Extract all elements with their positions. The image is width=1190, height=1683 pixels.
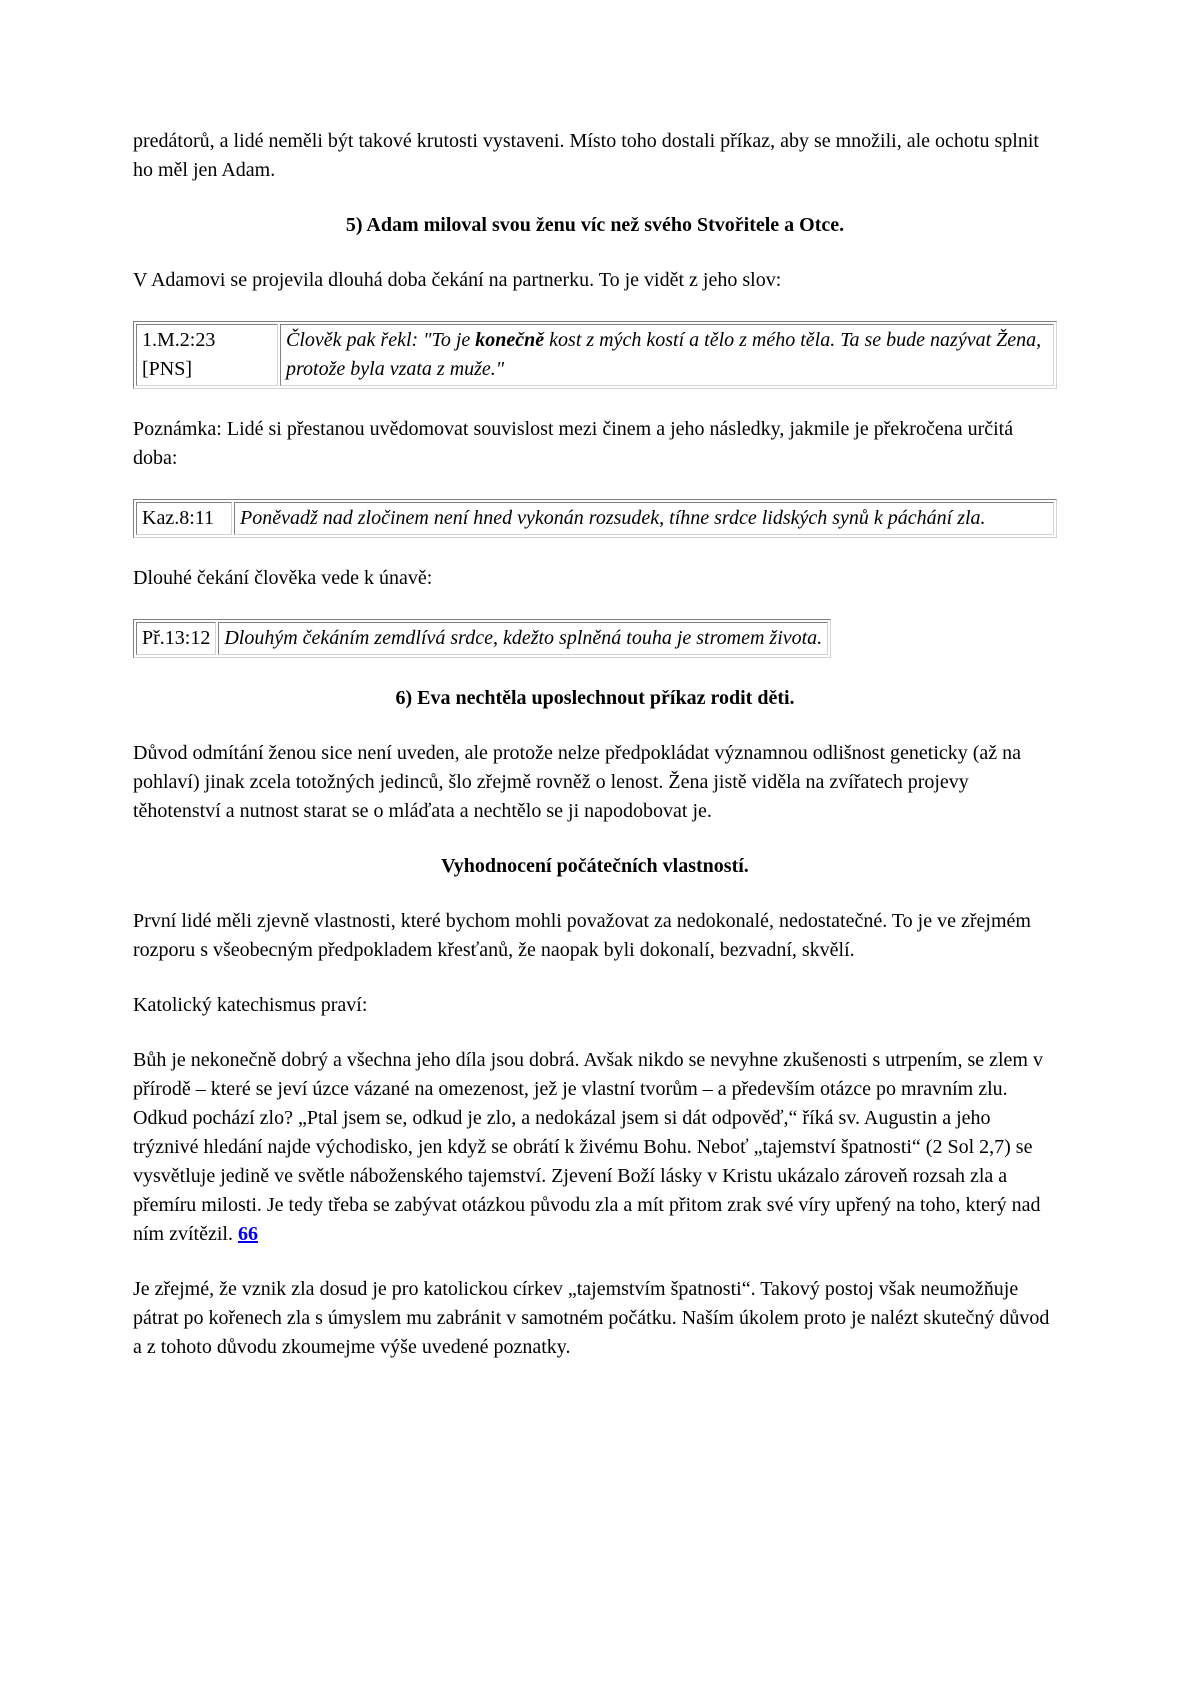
paragraph-adam-waiting: V Adamovi se projevila dlouhá doba čekání na partnerku. To je vidět z jeho slov: (133, 269, 782, 291)
paragraph-first-people: První lidé měli zjevně vlastnosti, které bychom mohli považovat za nedokonalé, nedostatečné. To je ve zřejmém rozporu s všeobecným předpokladem křesťanů, že naopak byli dokonalí, bezvadní, skvělí. (133, 910, 1031, 961)
scripture-ref-cell: Př.13:12 (136, 622, 216, 655)
heading-5-adam-loved-wife: 5) Adam miloval svou ženu víc než svého Stvořitele a Otce. (345, 214, 845, 236)
verse-text-post: kost z mých kostí a tělo z mého těla. Ta se bude nazývat Žena, protože byla vzata z muže." (286, 329, 1042, 380)
scripture-table-kazatel (133, 499, 1057, 538)
scripture-ref-cell: Kaz.8:11 (136, 502, 232, 535)
table-row (136, 324, 1054, 386)
table-row (136, 502, 1054, 535)
verse-text-pre: Člověk pak řekl: "To je (286, 329, 476, 351)
scripture-ref-line2: [PNS] (142, 358, 193, 380)
paragraph-catechism-quote (133, 1046, 1057, 1249)
footnote-link-66[interactable]: 66 (237, 1223, 258, 1245)
scripture-text-cell (280, 324, 1054, 386)
catechism-quote-text: Bůh je nekonečně dobrý a všechna jeho díla jsou dobrá. Avšak nikdo se nevyhne zkušenosti s utrpením, se zlem v přírodě – které se jeví úzce vázané na omezenost, jež je vlastní tvorům – a především otázce po mravním zlu. Odkud pochází zlo? „Ptal jsem se, odkud je zlo, a nedokázal jsem si dát odpověď,“ říká sv. Augustin a jeho trýznivé hledání najde východisko, jen když se obrátí k živému Bohu. Neboť „tajemství špatnosti“ (2 Sol 2,7) se vysvětluje jedině ve světle náboženského tajemství. Zjevení Boží lásky v Kristu ukázalo zároveň rozsah zla a přemíru milosti. Je tedy třeba se zabývat otázkou původu zla a mít přitom zrak své víry upřený na toho, který nad ním zvítězil. (133, 1049, 1043, 1245)
scripture-text-cell: Poněvadž nad zločinem není hned vykonán rozsudek, tíhne srdce lidských synů k páchání zla. (234, 502, 1054, 535)
scripture-ref-line1: 1.M.2:23 (142, 329, 216, 351)
scripture-table-genesis (133, 321, 1057, 389)
heading-6-eva-disobeyed: 6) Eva nechtěla uposlechnout příkaz rodit děti. (395, 687, 795, 709)
scripture-table-prislovi (133, 619, 831, 658)
scripture-ref-cell (136, 324, 278, 386)
paragraph-conclusion: Je zřejmé, že vznik zla dosud je pro katolickou církev „tajemstvím špatnosti“. Takový postoj však neumožňuje pátrat po kořenech zla s úmyslem mu zabránit v samotném počátku. Naším úkolem proto je nalézt skutečný důvod a z tohoto důvodu zkoumejme výše uvedené poznatky. (133, 1278, 1050, 1358)
paragraph-catechism-intro: Katolický katechismus praví: (133, 994, 368, 1016)
scripture-text-cell: Dlouhým čekáním zemdlívá srdce, kdežto splněná touha je stromem života. (218, 622, 828, 655)
table-row (136, 622, 828, 655)
paragraph-eva-reason: Důvod odmítání ženou sice není uveden, ale protože nelze předpokládat významnou odlišnost geneticky (až na pohlaví) jinak zcela totožných jedinců, šlo zřejmě rovněž o lenost. Žena jistě viděla na zvířatech projevy těhotenství a nutnost starat se o mláďata a nechtělo se ji napodobovat je. (133, 742, 1022, 822)
verse-text-bold: konečně (475, 329, 545, 351)
paragraph-intro: predátorů, a lidé neměli být takové krutosti vystaveni. Místo toho dostali příkaz, aby se množili, ale ochotu splnit ho měl jen Adam. (133, 130, 1039, 181)
heading-evaluation: Vyhodnocení počátečních vlastností. (441, 855, 749, 877)
paragraph-long-waiting: Dlouhé čekání člověka vede k únavě: (133, 567, 433, 589)
paragraph-note: Poznámka: Lidé si přestanou uvědomovat souvislost mezi činem a jeho následky, jakmile je překročena určitá doba: (133, 418, 1014, 469)
